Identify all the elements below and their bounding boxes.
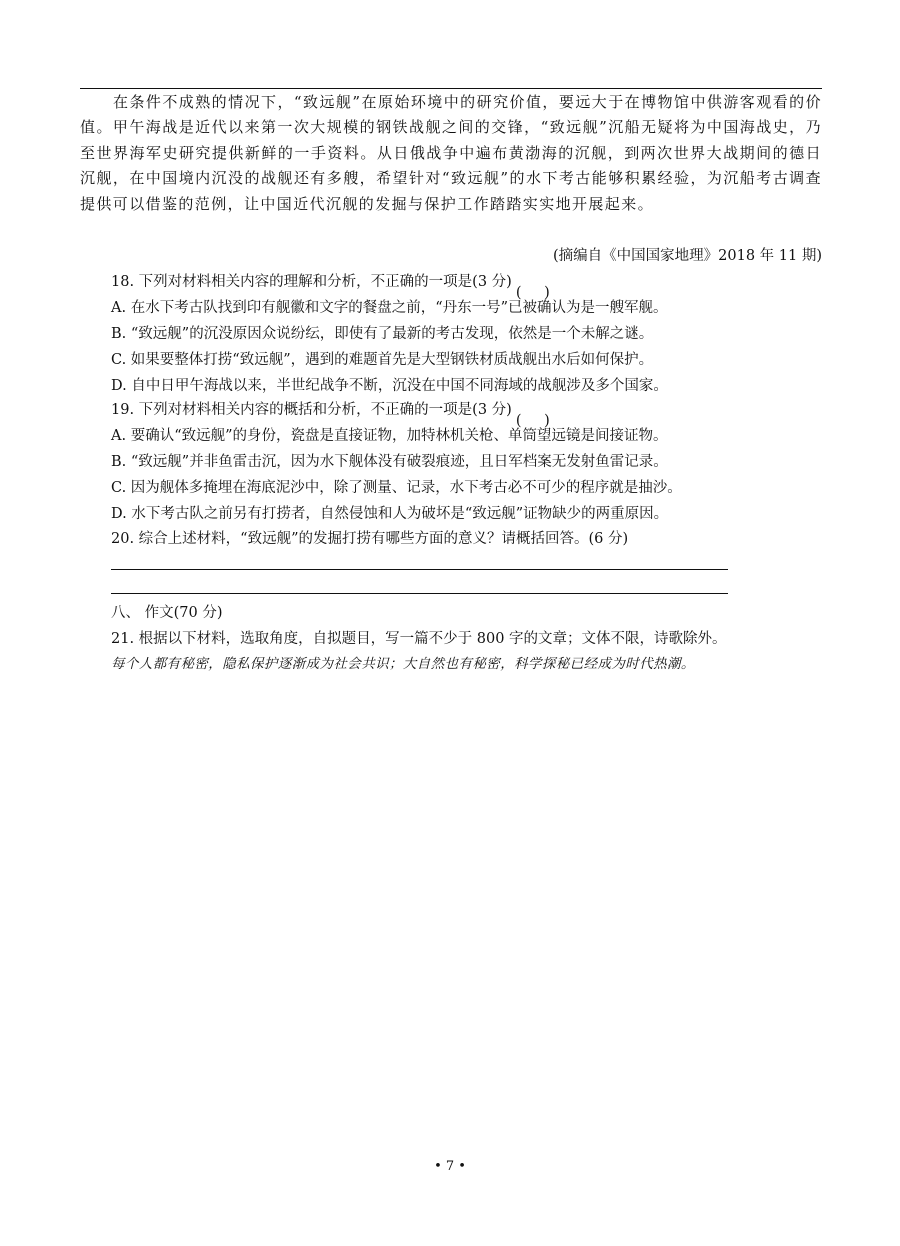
question-18: [111, 270, 552, 291]
option-18-b: B. “致远舰”的沉没原因众说纷纭，即使有了最新的考古发现，依然是一个未解之谜。: [111, 326, 654, 342]
option-18-d: D. 自中日甲午海战以来，半世纪战争不断，沉没在中国不同海域的战舰涉及多个国家。: [111, 378, 668, 394]
answer-line[interactable]: [111, 569, 728, 570]
question-19: [111, 398, 552, 419]
passage-source: (摘编自《中国国家地理》2018 年 11 期): [553, 248, 822, 264]
option-19-c: C. 因为舰体多掩埋在海底泥沙中，除了测量、记录，水下考古必不可少的程序就是抽沙。: [111, 480, 682, 496]
top-rule: [80, 88, 822, 89]
option-19-a: A. 要确认“致远舰”的身份，瓷盘是直接证物，加特林机关枪、单筒望远镜是间接证物。: [111, 428, 668, 444]
question-20-stem: 20. 综合上述材料，“致远舰”的发掘打捞有哪些方面的意义？请概括回答。(6 分): [111, 531, 629, 547]
reading-passage: 在条件不成熟的情况下，“致远舰”在原始环境中的研究价值，要远大于在博物馆中供游客观看的价值。甲午海战是近代以来第一次大规模的钢铁战舰之间的交锋，“致远舰”沉船无疑将为中国海战史，乃至世界海军史研究提供新鲜的一手资料。从日俄战争中遍布黄渤海的沉舰，到两次世界大战期间的德日沉舰，在中国境内沉没的战舰还有多艘，希望针对“致远舰”的水下考古能够积累经验，为沉船考古调查提供可以借鉴的范例，让中国近代沉舰的发掘与保护工作踏踏实实地开展起来。: [80, 93, 822, 213]
option-18-c: C. 如果要整体打捞“致远舰”，遇到的难题首先是大型钢铁材质战舰出水后如何保护。: [111, 352, 654, 368]
question-18-stem: 18. 下列对材料相关内容的理解和分析，不正确的一项是(3 分): [111, 274, 512, 290]
answer-line[interactable]: [111, 593, 728, 594]
section-heading-writing: 八、 作文(70 分): [111, 605, 223, 621]
option-19-d: D. 水下考古队之前另有打捞者，自然侵蚀和人为破坏是“致远舰”证物缺少的两重原因。: [111, 506, 669, 522]
page-number: • 7 •: [434, 1159, 466, 1174]
writing-prompt: 21. 根据以下材料，选取角度，自拟题目，写一篇不少于 800 字的文章；文体不限，诗歌除外。: [111, 631, 727, 647]
option-18-a: A. 在水下考古队找到印有舰徽和文字的餐盘之前，“丹东一号”已被确认为是一艘军舰。: [111, 300, 668, 316]
writing-material: 每个人都有秘密，隐私保护逐渐成为社会共识；大自然也有秘密，科学探秘已经成为时代热潮。: [111, 656, 695, 672]
option-19-b: B. “致远舰”并非鱼雷击沉，因为水下舰体没有破裂痕迹，且日军档案无发射鱼雷记录。: [111, 454, 668, 470]
question-19-stem: 19. 下列对材料相关内容的概括和分析，不正确的一项是(3 分): [111, 402, 512, 418]
